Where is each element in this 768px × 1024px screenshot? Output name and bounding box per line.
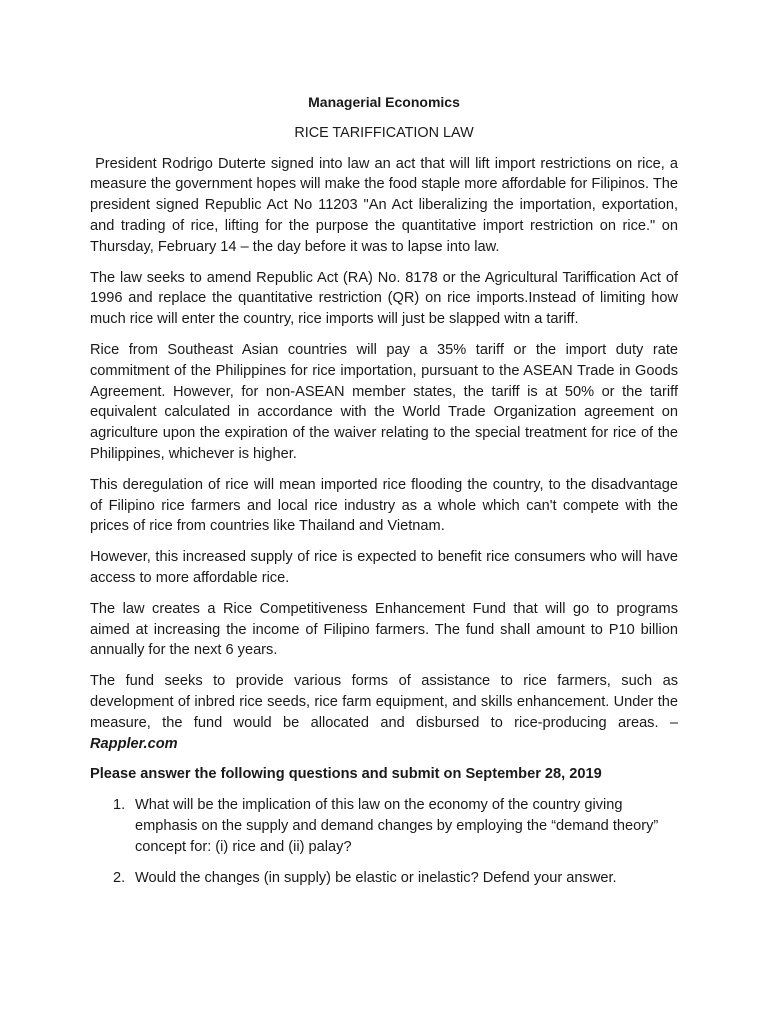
question-number: 2. <box>113 869 126 886</box>
question-number: 1. <box>113 797 126 814</box>
document-page <box>90 92 683 898</box>
paragraph-1: President Rodrigo Duterte signed into law an act that will lift import restrictions on rice, a measure the government hopes will make the food staple more affordable for Filipinos. The president signed Republic Act No 11203 "An Act liberalizing the importation, exportation, and trading of rice, lifting for the purpose the quantitative import restriction on rice." on Thursday, February 14 – the day before it was to lapse into law. <box>90 155 683 255</box>
question-item <box>90 868 678 889</box>
question-text: Would the changes (in supply) be elastic or inelastic? Defend your answer. <box>135 869 617 886</box>
paragraph-3: Rice from Southeast Asian countries will pay a 35% tariff or the import duty rate commitment of the Philippines for rice importation, pursuant to the ASEAN Trade in Goods Agreement. However, for non-ASEAN member states, the tariff is at 50% or the tariff equivalent calculated in accordance with the World Trade Organization agreement on agriculture upon the expiration of the waiver relating to the special treatment for rice of the Philippines, whichever is higher. <box>90 341 678 462</box>
question-item <box>90 795 678 857</box>
document-subtitle: RICE TARIFFICATION LAW <box>294 124 474 141</box>
questions-list <box>90 795 678 888</box>
paragraph-7-text: The fund seeks to provide various forms of assistance to rice farmers, such as development of inbred rice seeds, rice farm equipment, and skills enhancement. Under the measure, the fund would be allocated and disbursed to rice-producing areas. – <box>90 673 678 731</box>
submission-instruction: Please answer the following questions and submit on September 28, 2019 <box>90 766 602 783</box>
paragraph-6: The law creates a Rice Competitiveness Enhancement Fund that will go to programs aimed at increasing the income of Filipino farmers. The fund shall amount to P10 billion annually for the next 6 years. <box>90 600 678 659</box>
document-title: Managerial Economics <box>308 94 460 110</box>
question-text: What will be the implication of this law on the economy of the country giving emphasis on the supply and demand changes by employing the “demand theory” concept for: (i) rice and (ii) palay? <box>135 797 659 855</box>
paragraph-5: However, this increased supply of rice is expected to benefit rice consumers who will have access to more affordable rice. <box>90 549 678 586</box>
paragraph-2: The law seeks to amend Republic Act (RA) No. 8178 or the Agricultural Tariffication Act of 1996 and replace the quantitative restriction (QR) on rice imports.Instead of limiting how much rice will enter the country, rice imports will just be slapped witn a tariff. <box>90 269 678 328</box>
paragraph-7 <box>90 671 678 754</box>
paragraph-4: This deregulation of rice will mean imported rice flooding the country, to the disadvantage of Filipino rice farmers and local rice industry as a whole which can't compete with the prices of rice from countries like Thailand and Vietnam. <box>90 476 678 535</box>
source-credit: Rappler.com <box>90 735 178 752</box>
